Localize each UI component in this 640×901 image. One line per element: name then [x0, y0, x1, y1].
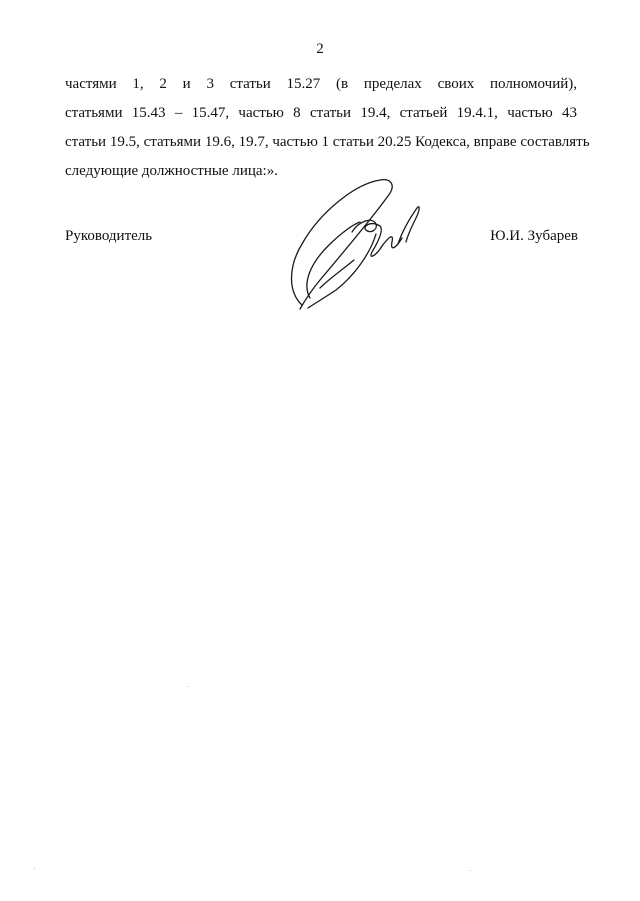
scan-artifact — [34, 868, 35, 869]
handwritten-signature — [280, 172, 430, 317]
signer-title: Руководитель — [65, 228, 153, 244]
paragraph-line-3: статьи 19.5, статьями 19.6, 19.7, частью 1 статьи 20.25 Кодекса, вправе составлять — [65, 134, 590, 150]
page-number: 2 — [316, 41, 324, 57]
scan-artifact — [187, 686, 188, 687]
signer-name: Ю.И. Зубарев — [490, 228, 578, 244]
signature-stroke-tail — [308, 234, 376, 308]
scan-artifact — [470, 870, 471, 871]
signature-graphic — [280, 172, 430, 317]
paragraph-line-1: частями 1, 2 и 3 статьи 15.27 (в пределах своих полномочий), — [65, 76, 577, 92]
signature-stroke-letters — [352, 220, 402, 256]
paragraph-line-4: следующие должностные лица:». — [65, 163, 278, 179]
paragraph-line-2: статьями 15.43 – 15.47, частью 8 статьи 19.4, статьей 19.4.1, частью 43 — [65, 105, 577, 121]
body-paragraph — [65, 70, 590, 186]
